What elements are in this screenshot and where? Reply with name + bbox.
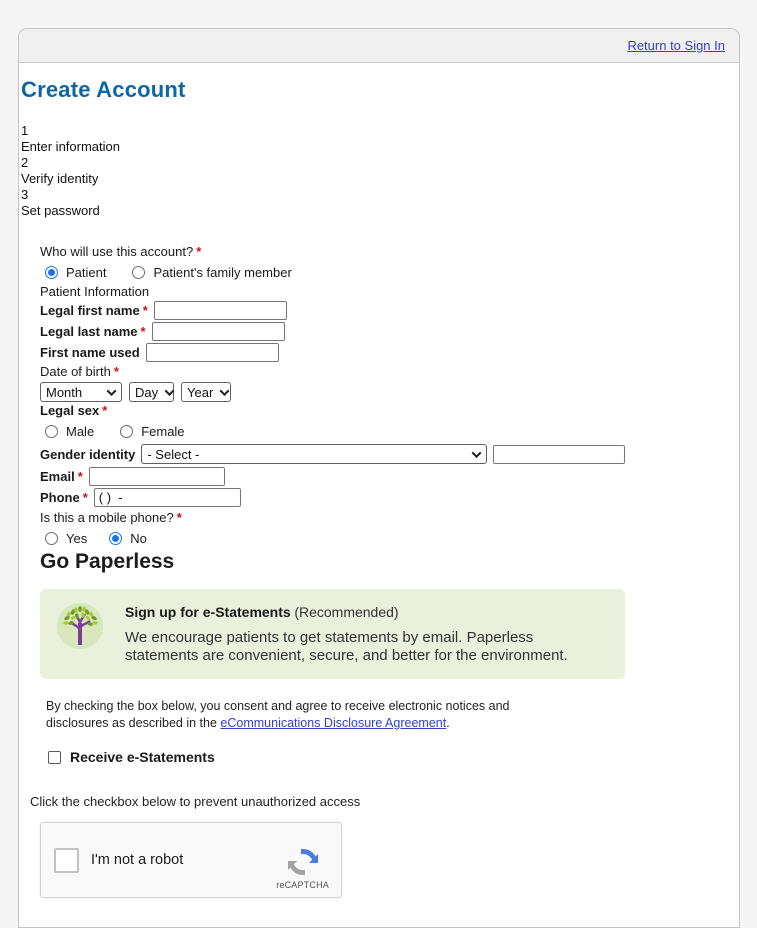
date-of-birth-selects xyxy=(40,382,739,402)
gender-identity-label: Gender identity xyxy=(40,446,136,462)
email-row xyxy=(40,466,739,486)
chevron-down-icon xyxy=(472,448,482,458)
estatements-card-body: We encourage patients to get statements by email. Paperless statements are convenient, secure, and better for the environment. xyxy=(125,629,568,664)
panel-content xyxy=(19,63,739,898)
who-question-text: Who will use this account? xyxy=(40,244,194,259)
dob-day-select[interactable] xyxy=(129,382,174,402)
step-number: 3 xyxy=(21,187,29,202)
radio-family-member-label: Patient's family member xyxy=(153,265,292,280)
ecommunications-disclosure-link[interactable]: eCommunications Disclosure Agreement xyxy=(220,716,447,730)
receive-estatements-checkbox[interactable] xyxy=(48,751,61,764)
first-name-used-label: First name used xyxy=(40,344,140,360)
account-form xyxy=(40,244,739,547)
chevron-down-icon xyxy=(165,386,175,396)
dob-year-value: Year xyxy=(187,384,214,400)
label-text: Phone xyxy=(40,489,80,505)
email-input[interactable] xyxy=(89,467,225,486)
step-label: Enter information xyxy=(21,139,120,154)
phone-input[interactable] xyxy=(94,488,241,507)
recaptcha-brand-text: reCAPTCHA xyxy=(276,880,329,890)
label-text: Date of birth xyxy=(40,364,111,379)
label-text: Legal sex xyxy=(40,403,100,418)
panel-header xyxy=(19,29,739,63)
step-number: 1 xyxy=(21,123,29,138)
consent-paragraph xyxy=(46,698,524,732)
steps-list xyxy=(21,123,739,219)
mobile-radio-group xyxy=(45,530,739,547)
tree-icon xyxy=(57,603,103,649)
required-marker: * xyxy=(142,302,148,318)
mobile-question-label xyxy=(40,510,739,526)
phone-label xyxy=(40,490,88,505)
consent-text-end: . xyxy=(446,716,450,730)
date-of-birth-label xyxy=(40,364,739,380)
required-marker: * xyxy=(82,489,88,505)
legal-first-name-row xyxy=(40,300,739,320)
estatements-card xyxy=(40,589,625,679)
step-label: Set password xyxy=(21,203,100,218)
step-number: 2 xyxy=(21,155,29,170)
first-name-used-row xyxy=(40,342,739,362)
patient-information-heading: Patient Information xyxy=(40,284,150,299)
gender-identity-other-input[interactable] xyxy=(493,445,625,464)
radio-yes-label: Yes xyxy=(66,531,88,546)
recaptcha-widget xyxy=(40,822,342,898)
estatements-card-note: (Recommended) xyxy=(294,604,399,620)
who-question-label xyxy=(40,244,739,260)
chevron-down-icon xyxy=(220,386,230,396)
radio-no[interactable] xyxy=(109,532,122,545)
required-marker: * xyxy=(140,323,146,339)
required-marker: * xyxy=(77,468,83,484)
radio-no-label: No xyxy=(130,531,147,546)
email-label xyxy=(40,469,83,484)
dob-month-select[interactable] xyxy=(40,382,122,402)
go-paperless-heading: Go Paperless xyxy=(40,550,175,573)
return-to-sign-in-link[interactable]: Return to Sign In xyxy=(627,38,725,53)
radio-patient-label: Patient xyxy=(66,265,107,280)
legal-first-name-label xyxy=(40,303,148,318)
chevron-down-icon xyxy=(107,386,117,396)
label-text: Is this a mobile phone? xyxy=(40,510,174,525)
radio-yes[interactable] xyxy=(45,532,58,545)
receive-estatements-label: Receive e-Statements xyxy=(70,749,215,765)
recaptcha-logo-icon xyxy=(287,846,319,878)
dob-year-select[interactable] xyxy=(181,382,231,402)
radio-family-member[interactable] xyxy=(132,266,145,279)
radio-male-label: Male xyxy=(66,424,95,439)
recaptcha-brand xyxy=(276,830,329,890)
step-label: Verify identity xyxy=(21,171,99,186)
who-radio-group xyxy=(45,264,739,281)
legal-sex-radio-group xyxy=(45,423,739,440)
dob-day-value: Day xyxy=(135,384,159,400)
phone-row xyxy=(40,487,739,507)
legal-last-name-row xyxy=(40,321,739,341)
captcha-instruction: Click the checkbox below to prevent unauthorized access xyxy=(30,794,361,809)
gender-identity-row xyxy=(40,443,739,465)
required-marker: * xyxy=(102,403,108,418)
gender-identity-value: - Select - xyxy=(147,446,200,462)
recaptcha-label: I'm not a robot xyxy=(91,852,184,868)
label-text: Legal first name xyxy=(40,302,140,318)
receive-estatements-row xyxy=(48,749,739,765)
legal-last-name-input[interactable] xyxy=(152,322,285,341)
label-text: Email xyxy=(40,468,75,484)
legal-last-name-label xyxy=(40,324,146,339)
required-marker: * xyxy=(196,244,202,259)
gender-identity-select[interactable] xyxy=(141,444,487,464)
radio-patient[interactable] xyxy=(45,266,58,279)
legal-first-name-input[interactable] xyxy=(154,301,287,320)
create-account-panel xyxy=(18,28,740,928)
page-title: Create Account xyxy=(21,77,186,102)
required-marker: * xyxy=(176,510,182,525)
estatements-card-text xyxy=(125,603,609,665)
legal-sex-label xyxy=(40,403,739,419)
recaptcha-checkbox[interactable] xyxy=(54,848,79,873)
radio-female[interactable] xyxy=(120,425,133,438)
first-name-used-input[interactable] xyxy=(146,343,279,362)
label-text: Legal last name xyxy=(40,323,138,339)
radio-female-label: Female xyxy=(141,424,185,439)
consent-text: By checking the box below, you consent and agree to receive electronic notices and disclosures as described in the xyxy=(46,699,510,730)
estatements-card-title: Sign up for e-Statements xyxy=(125,604,291,620)
dob-month-value: Month xyxy=(46,384,83,400)
required-marker: * xyxy=(113,364,119,379)
radio-male[interactable] xyxy=(45,425,58,438)
